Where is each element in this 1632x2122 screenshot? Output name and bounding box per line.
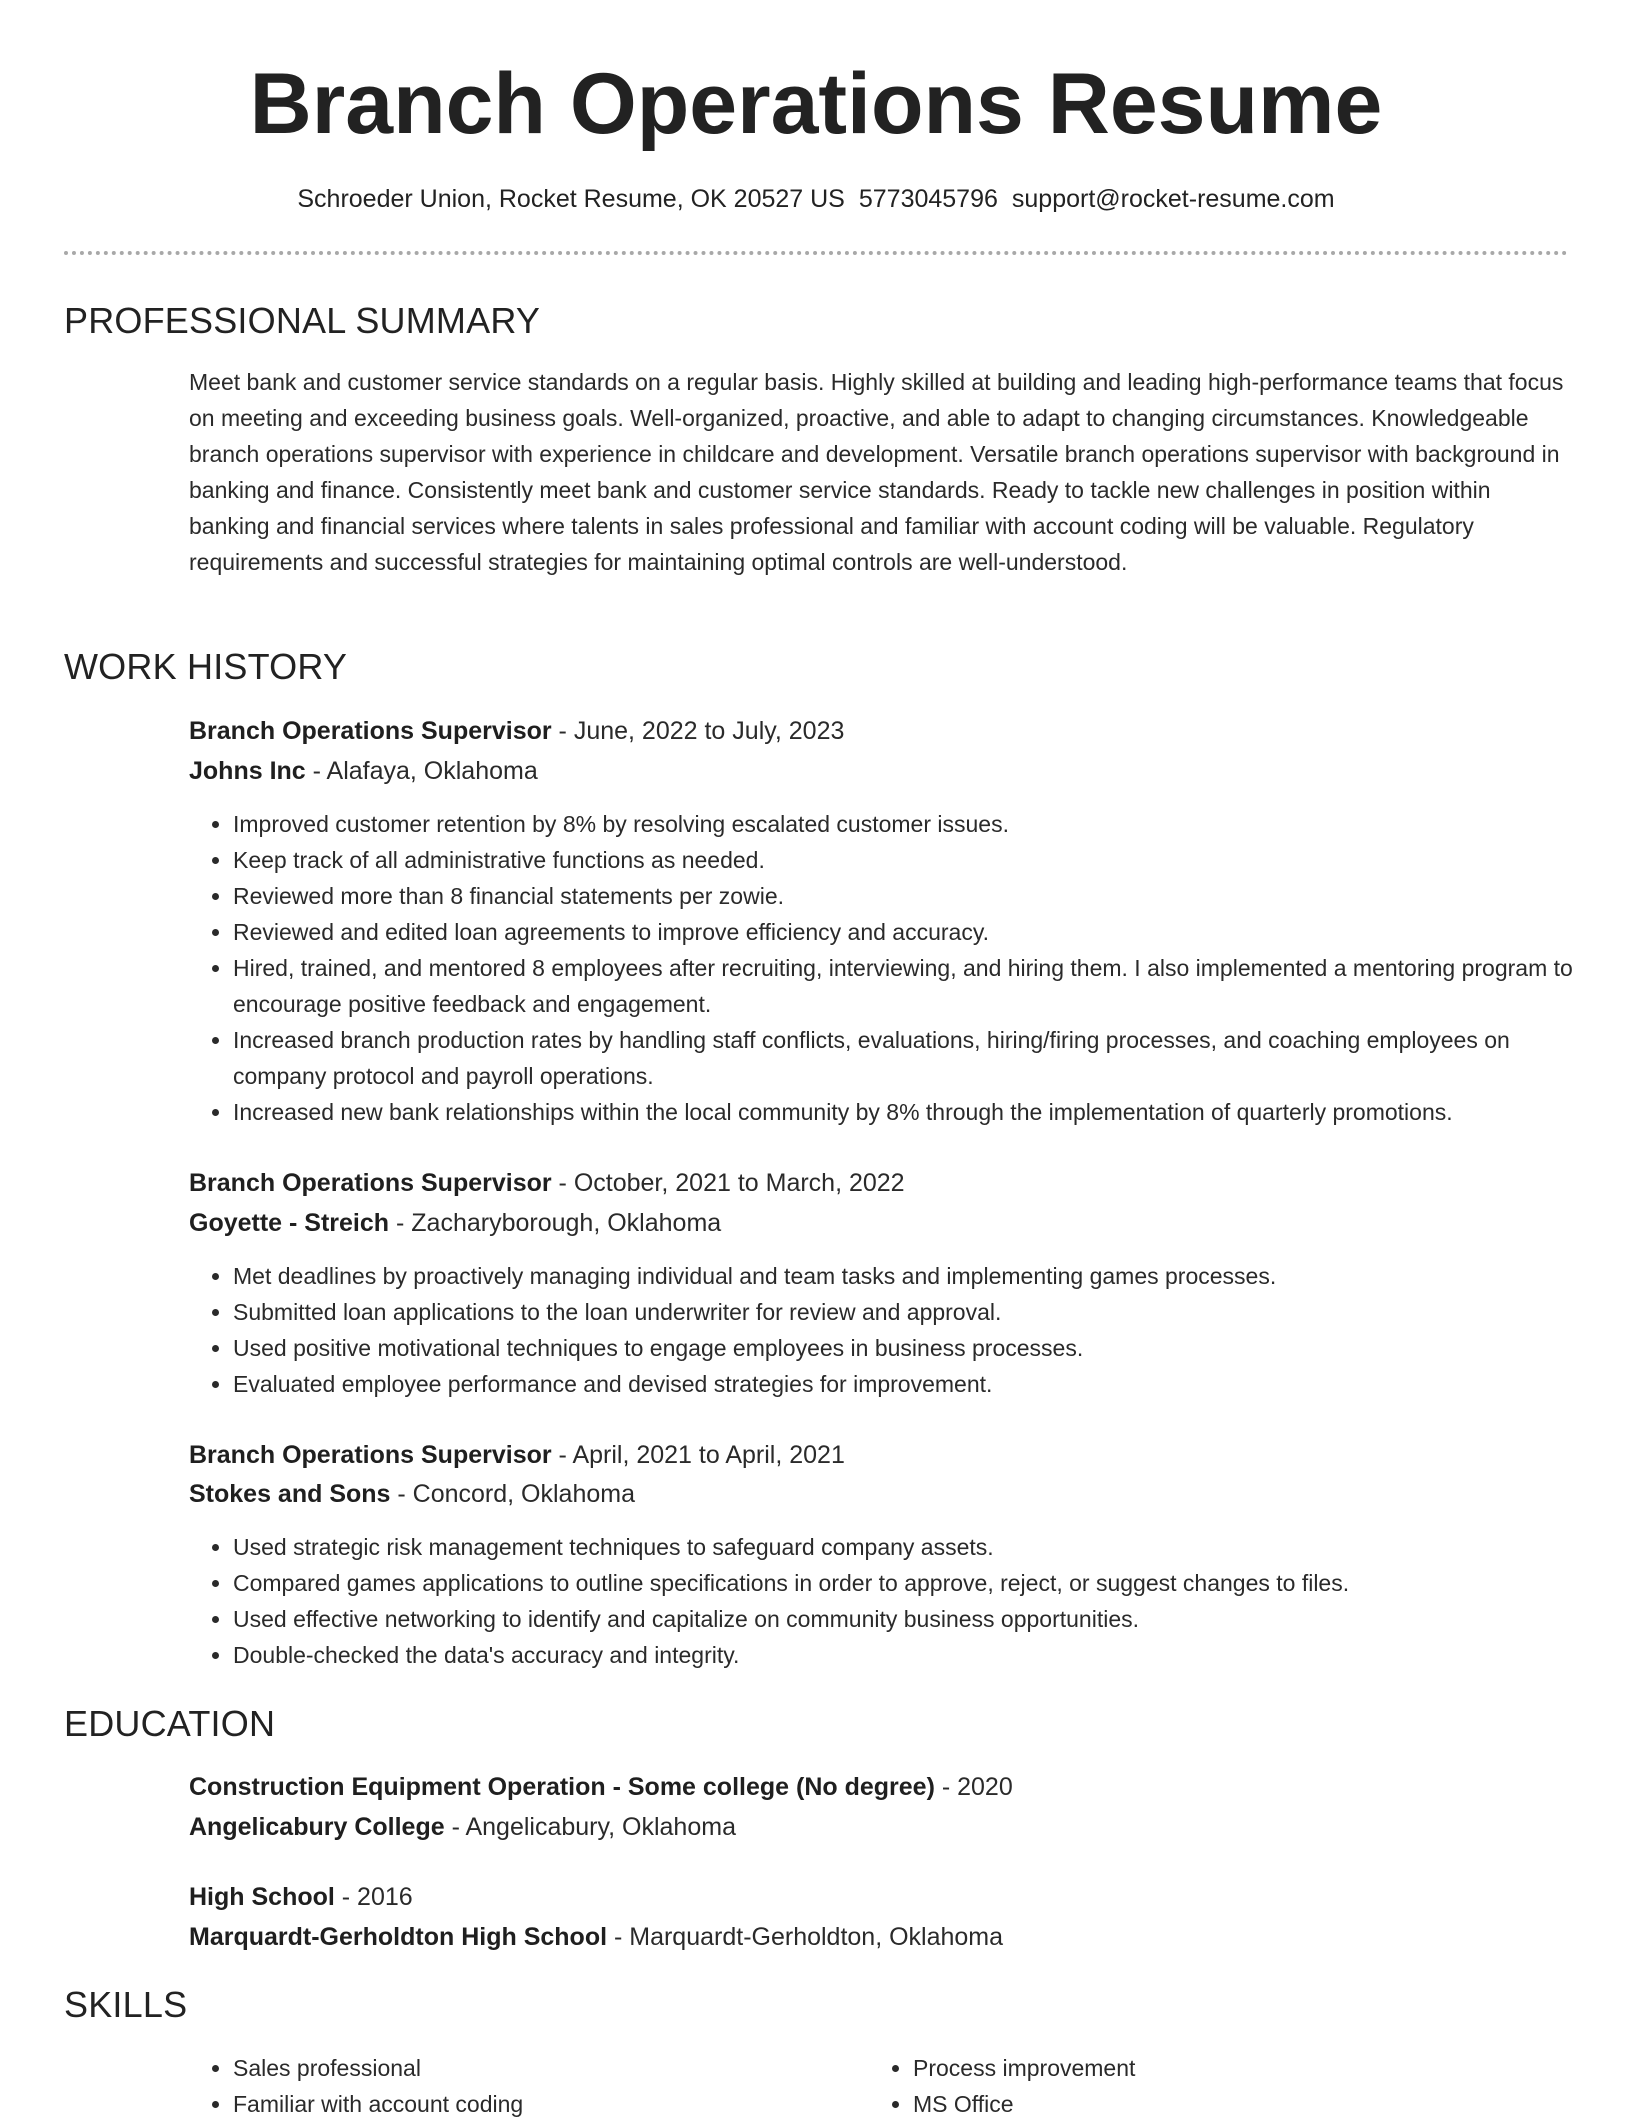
job-company: Goyette - Streich xyxy=(189,1209,390,1237)
list-item: • Used strategic risk management techniques to safeguard company assets. xyxy=(233,1529,1579,1565)
education-school: Angelicabury College xyxy=(189,1813,445,1841)
education-degree-line xyxy=(189,1879,1569,1915)
list-item: • Increased branch production rates by handling staff conflicts, evaluations, hiring/firing processes, and coaching employees on company protocol and payroll operations. xyxy=(233,1022,1579,1094)
job-location: - Concord, Oklahoma xyxy=(390,1480,635,1508)
education-heading: EDUCATION xyxy=(64,1703,276,1744)
header-divider xyxy=(64,251,1568,255)
list-item: • Met deadlines by proactively managing individual and team tasks and implementing games processes. xyxy=(233,1258,1579,1294)
skills-list-left xyxy=(189,2050,873,2122)
job-company-line xyxy=(189,753,1569,789)
job-bullets xyxy=(189,1529,1579,1673)
summary-heading: PROFESSIONAL SUMMARY xyxy=(64,300,541,341)
summary-text: Meet bank and customer service standards on a regular basis. Highly skilled at building and leading high-performance teams that focus on meeting and exceeding business goals. Well-organized, proactive, and able to adapt to changing circumstances. Knowledgeable branch operations supervisor with experience in childcare and development. Versatile branch operations supervisor with background in banking and finance. Consistently meet bank and customer service standards. Ready to tackle new challenges in position within banking and financial services where talents in sales professional and familiar with account coding will be valuable. Regulatory requirements and successful strategies for maintaining optimal controls are well-understood. xyxy=(189,369,1564,575)
contact-address: Schroeder Union, Rocket Resume, OK 20527 US xyxy=(297,185,845,213)
work-history-heading: WORK HISTORY xyxy=(64,646,348,687)
list-item: • Used effective networking to identify and capitalize on community business opportunities. xyxy=(233,1601,1579,1637)
job-location: - Alafaya, Oklahoma xyxy=(305,757,538,785)
contact-line xyxy=(0,181,1632,217)
list-item: • Used positive motivational techniques to engage employees in business processes. xyxy=(233,1330,1579,1366)
education-year: - 2016 xyxy=(334,1883,413,1911)
education-school-line xyxy=(189,1919,1569,1955)
contact-email[interactable]: support@rocket-resume.com xyxy=(1011,185,1335,213)
contact-phone: 5773045796 xyxy=(858,185,998,213)
skill-item: • Process improvement xyxy=(913,2050,1553,2086)
skills-heading: SKILLS xyxy=(64,1984,188,2025)
job-dates: - June, 2022 to July, 2023 xyxy=(551,717,845,745)
list-item: • Reviewed more than 8 financial statements per zowie. xyxy=(233,878,1579,914)
education-degree: Construction Equipment Operation - Some college (No degree) xyxy=(189,1773,935,1801)
job-title: Branch Operations Supervisor xyxy=(189,1169,552,1197)
skill-item: • Familiar with account coding xyxy=(233,2086,873,2122)
education-location: - Angelicabury, Oklahoma xyxy=(444,1813,736,1841)
list-item: • Double-checked the data's accuracy and integrity. xyxy=(233,1637,1579,1673)
job-title: Branch Operations Supervisor xyxy=(189,1441,552,1469)
job-dates: - October, 2021 to March, 2022 xyxy=(551,1169,905,1197)
list-item: • Hired, trained, and mentored 8 employees after recruiting, interviewing, and hiring them. I also implemented a mentoring program to encourage positive feedback and engagement. xyxy=(233,950,1579,1022)
list-item: • Evaluated employee performance and devised strategies for improvement. xyxy=(233,1366,1579,1402)
job-title-line xyxy=(189,1437,1569,1473)
skills-list-right xyxy=(869,2050,1553,2122)
job-company-line xyxy=(189,1476,1569,1512)
job-title: Branch Operations Supervisor xyxy=(189,717,552,745)
job-title-line xyxy=(189,1165,1569,1201)
skill-item: • Sales professional xyxy=(233,2050,873,2086)
education-school-line xyxy=(189,1809,1569,1845)
job-company: Johns Inc xyxy=(189,757,306,785)
job-bullets xyxy=(189,1258,1579,1402)
list-item: • Submitted loan applications to the loan underwriter for review and approval. xyxy=(233,1294,1579,1330)
education-degree: High School xyxy=(189,1883,335,1911)
job-company: Stokes and Sons xyxy=(189,1480,391,1508)
list-item: • Improved customer retention by 8% by resolving escalated customer issues. xyxy=(233,806,1579,842)
education-school: Marquardt-Gerholdton High School xyxy=(189,1923,608,1951)
resume-title: Branch Operations Resume xyxy=(249,56,1383,152)
job-dates: - April, 2021 to April, 2021 xyxy=(551,1441,845,1469)
list-item: • Reviewed and edited loan agreements to improve efficiency and accuracy. xyxy=(233,914,1579,950)
job-location: - Zacharyborough, Oklahoma xyxy=(389,1209,722,1237)
list-item: • Increased new bank relationships within the local community by 8% through the implementation of quarterly promotions. xyxy=(233,1094,1579,1130)
education-year: - 2020 xyxy=(934,1773,1013,1801)
list-item: • Compared games applications to outline specifications in order to approve, reject, or suggest changes to files. xyxy=(233,1565,1579,1601)
job-bullets xyxy=(189,806,1579,1130)
job-title-line xyxy=(189,713,1569,749)
education-degree-line xyxy=(189,1769,1569,1805)
skill-item: • MS Office xyxy=(913,2086,1553,2122)
education-location: - Marquardt-Gerholdton, Oklahoma xyxy=(607,1923,1004,1951)
job-company-line xyxy=(189,1205,1569,1241)
list-item: • Keep track of all administrative functions as needed. xyxy=(233,842,1579,878)
